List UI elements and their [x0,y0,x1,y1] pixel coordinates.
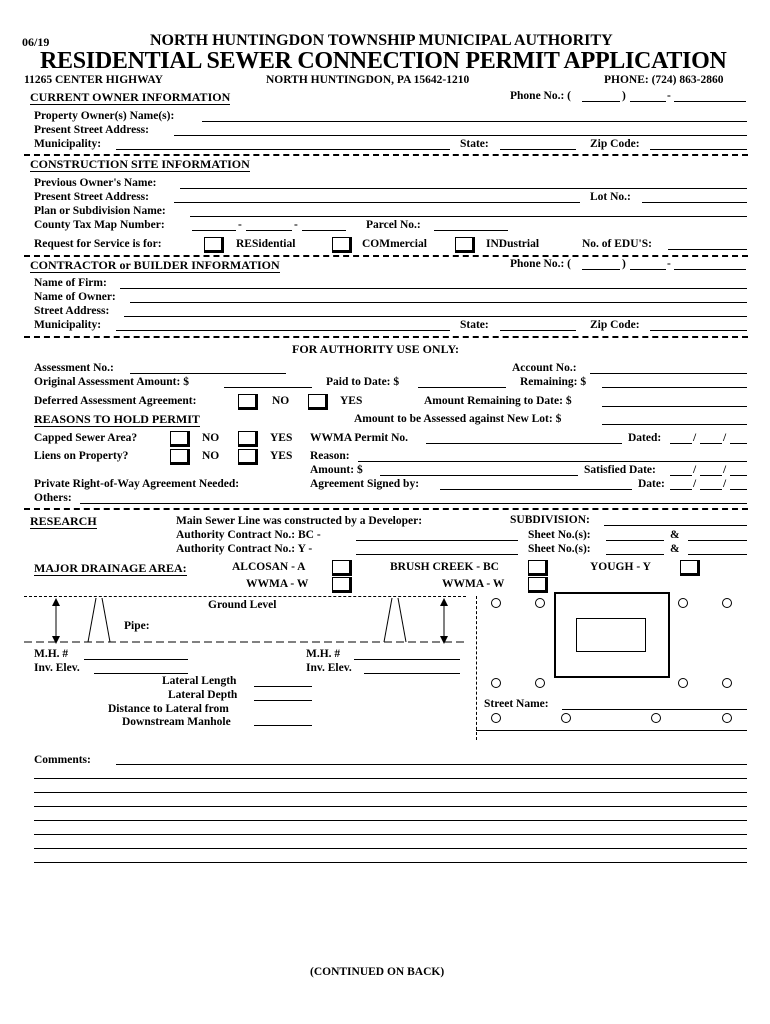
date-day-field[interactable] [700,489,722,490]
section-divider [24,255,748,257]
dated-year-field[interactable] [730,443,747,444]
form-title: RESIDENTIAL SEWER CONNECTION PERMIT APPLICATION [40,48,727,74]
owner-phone-line-field[interactable] [674,101,746,102]
contractor-phone-area-field[interactable] [582,269,620,270]
reason-field[interactable] [358,461,747,462]
paid-to-date-field[interactable] [418,387,506,388]
auth-contract-y-field[interactable] [356,554,518,555]
deferred-label: Deferred Assessment Agreement: [34,395,197,407]
auth-contract-bc-label: Authority Contract No.: BC - [176,529,321,541]
comments-line[interactable] [34,820,747,821]
amount-remaining-field[interactable] [602,406,747,407]
alcosan-label: ALCOSAN - A [232,561,306,573]
tax-map-label: County Tax Map Number: [34,219,165,231]
mh-right-field[interactable] [354,659,460,660]
marker-circle [535,598,545,608]
owner-municipality-label: Municipality: [34,138,102,150]
section-divider [24,336,748,338]
section-divider [24,154,748,156]
reason-label: Reason: [310,450,350,462]
auth-contract-y-label: Authority Contract No.: Y - [176,543,313,555]
section-contractor: CONTRACTOR or BUILDER INFORMATION [30,258,280,272]
owner-state-label: State: [460,138,489,150]
inv-right-label: Inv. Elev. [306,662,352,674]
alcosan-checkbox[interactable] [332,560,352,576]
tax-map-field-1[interactable] [192,230,236,231]
section-reasons-hold: REASONS TO HOLD PERMIT [34,412,200,426]
brush-creek-label: BRUSH CREEK - BC [390,561,499,573]
satisfied-month-field[interactable] [670,475,692,476]
contractor-owner-label: Name of Owner: [34,291,116,303]
agreement-signed-label: Agreement Signed by: [310,478,420,490]
slash: / [723,464,727,476]
owner-zip-field[interactable] [650,149,747,150]
section-research: RESEARCH [30,514,97,528]
dated-month-field[interactable] [670,443,692,444]
wwma-w-checkbox-2[interactable] [528,577,548,593]
distance-label: Distance to Lateral from [108,703,229,715]
capped-label: Capped Sewer Area? [34,432,138,444]
lot-outline [554,592,670,678]
authority-use-title: FOR AUTHORITY USE ONLY: [292,342,460,356]
owner-municipality-field[interactable] [116,149,450,150]
wwma-w-checkbox-1[interactable] [332,577,352,593]
amount-remaining-label: Amount Remaining to Date: $ [424,395,572,407]
capped-yes-label: YES [270,432,293,444]
slash: / [693,464,697,476]
account-label: Account No.: [512,362,577,374]
org-phone: PHONE: (724) 863-2860 [604,74,724,86]
firm-field[interactable] [120,288,747,289]
marker-circle [491,678,501,688]
owner-street-field[interactable] [174,135,747,136]
owner-phone-prefix-field[interactable] [630,101,666,102]
parcel-label: Parcel No.: [366,219,421,231]
tax-map-field-2[interactable] [246,230,292,231]
mh-right-label: M.H. # [306,648,341,660]
contractor-zip-field[interactable] [650,330,747,331]
organization-name: NORTH HUNTINGDON TOWNSHIP MUNICIPAL AUTHORITY [150,32,613,49]
brush-creek-checkbox[interactable] [528,560,548,576]
marker-circle [651,713,661,723]
wwma-w-label-1: WWMA - W [246,578,309,590]
section-current-owner: CURRENT OWNER INFORMATION [30,90,231,104]
yough-label: YOUGH - Y [590,561,651,573]
owner-state-field[interactable] [500,149,576,150]
deferred-yes-checkbox[interactable] [308,394,328,410]
satisfied-year-field[interactable] [730,475,747,476]
others-field[interactable] [80,503,747,504]
satisfied-label: Satisfied Date: [584,464,656,476]
sheet-field-1b[interactable] [688,540,747,541]
inv-left-field[interactable] [94,673,188,674]
deferred-yes-label: YES [340,395,363,407]
owner-zip-label: Zip Code: [590,138,640,150]
amount-label: Amount: $ [310,464,363,476]
satisfied-day-field[interactable] [700,475,722,476]
slash: / [723,478,727,490]
org-address: 11265 CENTER HIGHWAY [24,74,163,86]
liens-yes-label: YES [270,450,293,462]
new-lot-label: Amount to be Assessed against New Lot: $ [354,413,562,425]
sheet-field-1a[interactable] [606,540,664,541]
wwma-w-label-2: WWMA - W [442,578,505,590]
lateral-length-field[interactable] [254,686,312,687]
capped-no-checkbox[interactable] [170,431,190,447]
main-line-label: Main Sewer Line was constructed by a Developer: [176,515,423,527]
contractor-street-field[interactable] [124,316,747,317]
industrial-label: INDustrial [486,238,540,250]
contractor-municipality-field[interactable] [116,330,450,331]
contractor-owner-field[interactable] [130,302,747,303]
sheet-field-2b[interactable] [688,554,747,555]
contractor-state-label: State: [460,319,489,331]
paren-close: ) [622,90,626,102]
liens-yes-checkbox[interactable] [238,449,258,465]
orig-amount-label: Original Assessment Amount: $ [34,376,189,388]
parcel-field[interactable] [434,230,508,231]
distance-field[interactable] [254,725,312,726]
site-plan-divider [476,596,477,740]
slash: / [723,432,727,444]
row-agreement-label: Private Right-of-Way Agreement Needed: [34,478,240,490]
site-street-label: Present Street Address: [34,191,149,203]
others-label: Others: [34,492,72,504]
marker-circle [722,678,732,688]
subdivision-field[interactable] [604,525,747,526]
downstream-manhole-label: Downstream Manhole [122,716,231,728]
capped-yes-checkbox[interactable] [238,431,258,447]
capped-no-label: NO [202,432,220,444]
remaining-label: Remaining: $ [520,376,587,388]
form-revision-code: 06/19 [22,35,50,49]
residential-checkbox[interactable] [204,237,224,253]
sheet-label-2: Sheet No.(s): [528,543,591,555]
marker-circle [491,598,501,608]
contractor-phone-line-field[interactable] [674,269,746,270]
tax-map-field-3[interactable] [302,230,346,231]
street-name-field[interactable] [562,709,747,710]
liens-no-checkbox[interactable] [170,449,190,465]
marker-circle [678,678,688,688]
sheet-label-1: Sheet No.(s): [528,529,591,541]
dash: - [667,90,671,102]
comments-line[interactable] [34,848,747,849]
plan-field[interactable] [190,216,747,217]
ground-level-label: Ground Level [208,599,277,611]
dash: - [667,258,671,270]
lot-field[interactable] [642,202,747,203]
deferred-no-checkbox[interactable] [238,394,258,410]
dash: - [294,219,298,231]
paid-to-date-label: Paid to Date: $ [326,376,400,388]
comments-line[interactable] [116,764,747,765]
comments-label: Comments: [34,754,91,766]
prev-owner-label: Previous Owner's Name: [34,177,157,189]
contractor-phone-prefix-field[interactable] [630,269,666,270]
pipe-label: Pipe: [124,620,150,632]
sewer-profile-diagram [20,596,480,648]
liens-no-label: NO [202,450,220,462]
marker-circle [722,713,732,723]
request-service-label: Request for Service is for: [34,238,162,250]
section-drainage: MAJOR DRAINAGE AREA: [34,561,187,575]
slash: / [693,478,697,490]
marker-circle [678,598,688,608]
continued-on-back: (CONTINUED ON BACK) [310,966,445,978]
contractor-street-label: Street Address: [34,305,110,317]
new-lot-field[interactable] [602,424,747,425]
lateral-depth-label: Lateral Depth [168,689,238,701]
comments-line[interactable] [34,792,747,793]
owner-names-field[interactable] [202,121,747,122]
sheet-field-2a[interactable] [606,554,664,555]
marker-circle [722,598,732,608]
owner-phone-area-field[interactable] [582,101,620,102]
remaining-field[interactable] [602,387,747,388]
firm-label: Name of Firm: [34,277,107,289]
subdivision-label: SUBDIVISION: [510,514,590,526]
contractor-municipality-label: Municipality: [34,319,102,331]
date-label: Date: [638,478,665,490]
plan-label: Plan or Subdivision Name: [34,205,166,217]
owner-street-label: Present Street Address: [34,124,149,136]
comments-line[interactable] [34,806,747,807]
auth-contract-bc-field[interactable] [356,540,518,541]
yough-checkbox[interactable] [680,560,700,576]
wwma-permit-field[interactable] [426,443,622,444]
inv-left-label: Inv. Elev. [34,662,80,674]
comments-line[interactable] [34,778,747,779]
org-city: NORTH HUNTINGDON, PA 15642-1210 [266,74,470,86]
assessment-field[interactable] [130,373,286,374]
owner-names-label: Property Owner(s) Name(s): [34,110,175,122]
account-field[interactable] [590,373,747,374]
prev-owner-field[interactable] [180,188,747,189]
comments-line[interactable] [34,862,747,863]
orig-amount-field[interactable] [224,387,312,388]
lateral-depth-field[interactable] [254,700,312,701]
agreement-signed-field[interactable] [440,489,632,490]
liens-label: Liens on Property? [34,450,129,462]
marker-circle [535,678,545,688]
ampersand: & [670,543,680,555]
residential-label: RESidential [236,238,296,250]
deferred-no-label: NO [272,395,290,407]
owner-phone-label: Phone No.: ( [510,90,572,102]
street-name-label: Street Name: [484,698,549,710]
comments-line[interactable] [34,834,747,835]
dated-day-field[interactable] [700,443,722,444]
assessment-label: Assessment No.: [34,362,114,374]
dash: - [238,219,242,231]
lot-label: Lot No.: [590,191,631,203]
contractor-state-field[interactable] [500,330,576,331]
wwma-permit-label: WWMA Permit No. [310,432,409,444]
site-street-field[interactable] [174,202,580,203]
commercial-label: COMmercial [362,238,427,250]
slash: / [693,432,697,444]
edu-label: No. of EDU'S: [582,238,652,250]
house-outline [576,618,646,652]
date-month-field[interactable] [670,489,692,490]
inv-right-field[interactable] [364,673,460,674]
edu-field[interactable] [668,249,747,250]
lateral-length-label: Lateral Length [162,675,237,687]
mh-left-field[interactable] [84,659,188,660]
street-line [476,730,747,731]
dated-label: Dated: [628,432,662,444]
contractor-zip-label: Zip Code: [590,319,640,331]
marker-circle [491,713,501,723]
date-year-field[interactable] [730,489,747,490]
contractor-phone-label: Phone No.: ( [510,258,572,270]
marker-circle [561,713,571,723]
section-divider [24,508,748,510]
paren-close: ) [622,258,626,270]
commercial-checkbox[interactable] [332,237,352,253]
mh-left-label: M.H. # [34,648,69,660]
amount-field[interactable] [380,475,578,476]
section-construction-site: CONSTRUCTION SITE INFORMATION [30,157,250,171]
ampersand: & [670,529,680,541]
industrial-checkbox[interactable] [455,237,475,253]
